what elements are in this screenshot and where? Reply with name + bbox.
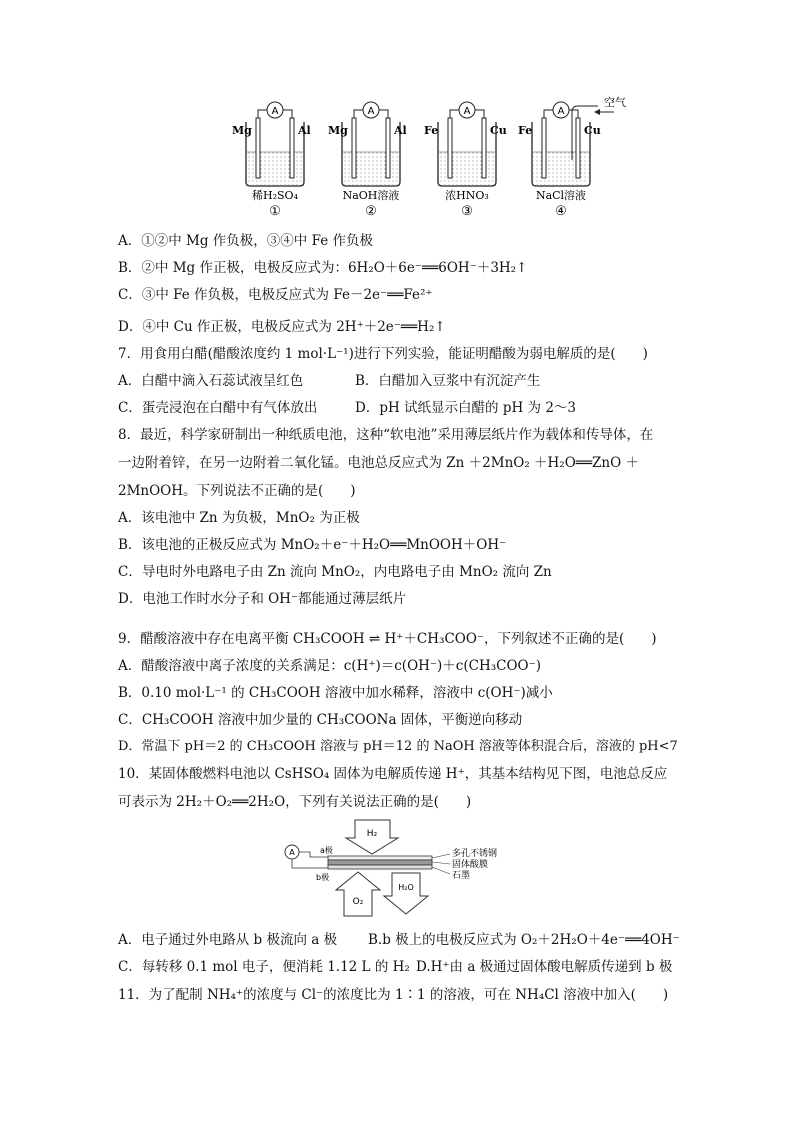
ammeter-label: A	[271, 106, 279, 117]
q6-option-d: D．④中 Cu 作正极，电极反应式为 2H⁺＋2e⁻══H₂↑	[118, 319, 446, 335]
q9-stem: 9．醋酸溶液中存在电离平衡 CH₃COOH ⇌ H⁺＋CH₃COO⁻，下列叙述不正确的是( )	[118, 631, 657, 647]
wire-left	[258, 110, 267, 118]
right-electrode-label: Cu	[584, 124, 601, 137]
wire-bottom	[292, 859, 328, 868]
solution	[439, 152, 495, 185]
q7-option-d: D．pH 试纸显示白醋的 pH 为 2～3	[355, 400, 576, 416]
galvanic-cells-figure	[228, 96, 626, 220]
q8-stem-line2: 一边附着锌，在另一边附着二氧化锰。电池总反应式为 Zn ＋2MnO₂ ＋H₂O══ZnO ＋	[118, 455, 639, 471]
wire-left	[354, 110, 363, 118]
q7-option-c: C．蛋壳浸泡在白醋中有气体放出	[118, 400, 318, 416]
porous-steel-label: 多孔不锈钢	[452, 849, 498, 859]
b-pole-label: b极	[316, 873, 330, 882]
o2-arrow	[336, 872, 380, 916]
graphite-label: 石墨	[452, 871, 471, 881]
q10-stem-line1: 10．某固体酸燃料电池以 CsHSO₄ 固体为电解质传递 H⁺，其基本结构见下图，电池总反应	[118, 766, 668, 782]
right-electrode-label: Cu	[490, 124, 507, 137]
right-electrode-label: Al	[394, 124, 407, 137]
ammeter-label: A	[557, 106, 565, 117]
q7-option-b: B．白醋加入豆浆中有沉淀产生	[355, 373, 541, 389]
wire-right	[283, 110, 292, 118]
q8-stem-line1: 8．最近，科学家研制出一种纸质电池，这种“软电池”采用薄层纸片作为载体和传导体，在	[118, 427, 654, 443]
solution	[343, 152, 399, 185]
q11-stem: 11．为了配制 NH₄⁺的浓度与 Cl⁻的浓度比为 1∶1 的溶液，可在 NH₄Cl 溶液中加入( )	[118, 987, 669, 1003]
right-electrode	[290, 118, 294, 178]
left-electrode	[542, 118, 546, 178]
wire-left	[544, 110, 553, 118]
q9-option-d: D．常温下 pH＝2 的 CH₃COOH 溶液与 pH＝12 的 NaOH 溶液等体积混合后，溶液的 pH<7	[118, 739, 678, 754]
ammeter-label: A	[289, 848, 295, 857]
o2-label: O₂	[352, 897, 364, 907]
electrolyte-label: NaOH溶液	[342, 189, 400, 202]
q10-stem-line2: 可表示为 2H₂＋O₂══2H₂O，下列有关说法正确的是( )	[118, 794, 472, 810]
cell-number: ②	[365, 204, 377, 219]
ammeter-label: A	[463, 106, 471, 117]
a-pole-label: a极	[320, 846, 333, 855]
wire-right	[475, 110, 484, 118]
q9-option-a: A．醋酸溶液中离子浓度的关系满足：c(H⁺)＝c(OH⁻)＋c(CH₃COO⁻)	[118, 658, 542, 674]
q7-option-a: A．白醋中滴入石蕊试液呈红色	[118, 373, 304, 389]
left-electrode-label: Fe	[424, 124, 439, 137]
electrolyte-label: 浓HNO₃	[445, 189, 489, 202]
electrolyte-label: NaCl溶液	[535, 189, 587, 202]
right-electrode	[576, 118, 580, 178]
q8-stem-line3: 2MnOOH。下列说法不正确的是( )	[118, 483, 356, 499]
q9-option-c: C．CH₃COOH 溶液中加少量的 CH₃COONa 固体，平衡逆向移动	[118, 712, 523, 728]
cell-number: ③	[461, 204, 473, 219]
fuel-cell-figure	[280, 818, 530, 918]
left-electrode-label: Mg	[328, 124, 348, 137]
solution	[533, 152, 589, 185]
left-electrode	[352, 118, 356, 178]
q8-option-b: B．该电池的正极反应式为 MnO₂＋e⁻＋H₂O══MnOOH＋OH⁻	[118, 537, 507, 553]
solid-acid-label: 固体酸膜	[452, 860, 489, 870]
left-electrode-label: Fe	[518, 124, 533, 137]
h2o-arrow	[384, 873, 428, 914]
electrolyte-label: 稀H₂SO₄	[252, 189, 298, 202]
h2-label: H₂	[366, 829, 378, 839]
left-electrode	[256, 118, 260, 178]
cell-3	[424, 102, 507, 219]
right-electrode	[482, 118, 486, 178]
q8-option-a: A．该电池中 Zn 为负极，MnO₂ 为正极	[118, 510, 360, 526]
cell-1	[232, 102, 311, 219]
q8-option-c: C．导电时外电路电子由 Zn 流向 MnO₂，内电路电子由 MnO₂ 流向 Zn	[118, 564, 552, 580]
q10-option-c: C．每转移 0.1 mol 电子，便消耗 1.12 L 的 H₂	[118, 959, 410, 975]
cell-number: ④	[555, 204, 567, 219]
cell-4	[518, 102, 601, 219]
cell-number: ①	[269, 204, 281, 219]
q10-option-b: B.b 极上的电极反应式为 O₂＋2H₂O＋4e⁻══4OH⁻	[368, 932, 680, 948]
q6-option-c: C．③中 Fe 作负极，电极反应式为 Fe－2e⁻══Fe²⁺	[118, 287, 433, 303]
ammeter-label: A	[367, 106, 375, 117]
q6-option-b: B．②中 Mg 作正极，电极反应式为：6H₂O＋6e⁻══6OH⁻＋3H₂↑	[118, 260, 528, 276]
solution	[247, 152, 303, 185]
h2o-label: H₂O	[398, 883, 414, 892]
wire-left	[450, 110, 459, 118]
left-electrode-label: Mg	[232, 124, 252, 137]
wire-right	[379, 110, 388, 118]
q10-option-a: A．电子通过外电路从 b 极流向 a 极	[118, 932, 338, 948]
air-label: 空气	[604, 96, 626, 109]
porous-steel-layer	[328, 856, 432, 860]
air-arrow-head	[594, 109, 600, 115]
right-electrode-label: Al	[298, 124, 311, 137]
left-electrode	[448, 118, 452, 178]
q6-option-a: A．①②中 Mg 作负极，③④中 Fe 作负极	[118, 233, 373, 249]
q8-option-d: D．电池工作时水分子和 OH⁻都能通过薄层纸片	[118, 591, 407, 607]
wire-right	[569, 110, 578, 118]
solid-acid-membrane	[328, 860, 432, 865]
q9-option-b: B．0.10 mol·L⁻¹ 的 CH₃COOH 溶液中加水稀释，溶液中 c(OH⁻)减小	[118, 685, 553, 701]
q7-stem: 7．用食用白醋(醋酸浓度约 1 mol·L⁻¹)进行下列实验，能证明醋酸为弱电解质的是( )	[118, 346, 648, 362]
graphite-layer	[328, 865, 432, 869]
cell-2	[328, 102, 407, 219]
right-electrode	[386, 118, 390, 178]
q10-option-d: D.H⁺由 a 极通过固体酸电解质传递到 b 极	[416, 959, 673, 975]
